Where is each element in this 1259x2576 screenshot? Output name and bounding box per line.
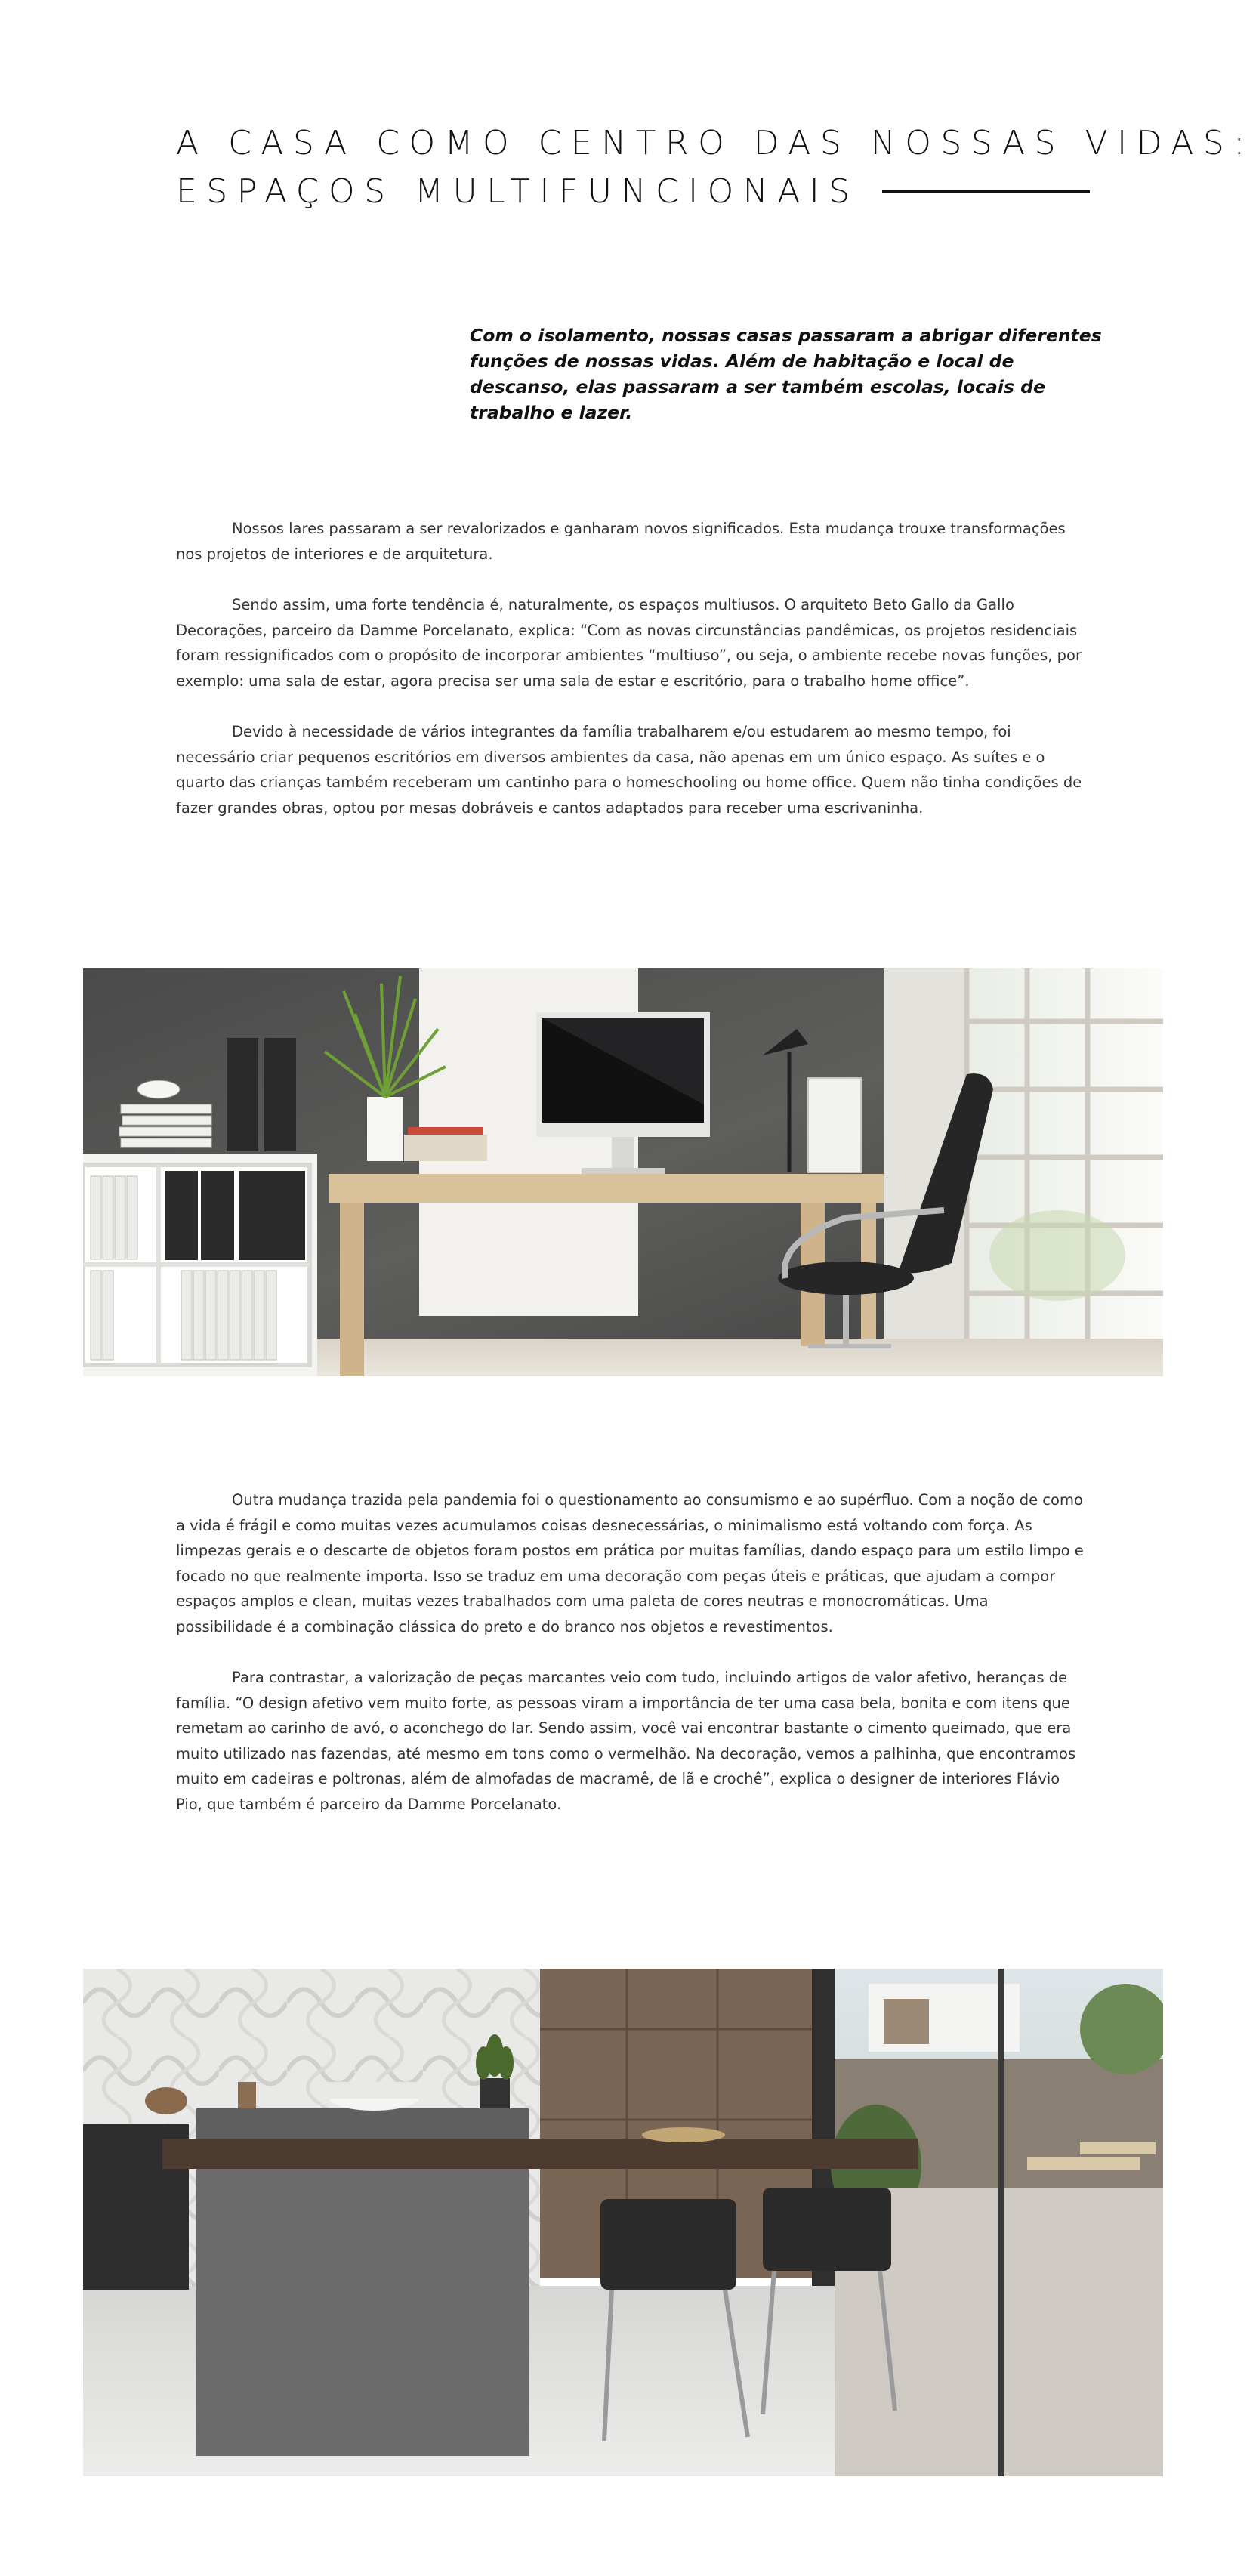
- body-section-1: [176, 516, 1086, 846]
- body-paragraph: Nossos lares passaram a ser revalorizados e ganharam novos significados. Esta mudança trouxe transformações nos projetos de interiores e de arquitetura.: [176, 520, 1066, 563]
- kitchen-illustration: [83, 1969, 1163, 2476]
- article-title-line-1: A CASA COMO CENTRO DAS NOSSAS VIDAS:: [176, 124, 1254, 162]
- article-title-line-2: ESPAÇOS MULTIFUNCIONAIS: [176, 172, 859, 211]
- body-paragraph: Para contrastar, a valorização de peças marcantes veio com tudo, incluindo artigos de valor afetivo, heranças de família. “O design afetivo vem muito forte, as pessoas viram a importância de ter uma casa bela, bonita e com itens que remetam ao carinho de avó, o aconchego do lar. Sendo assim, você vai encontrar bastante o cimento queimado, que era muito utilizado nas fazendas, até mesmo em tons como o vermelhão. Na decoração, vemos a palhinha, que encontramos muito em cadeiras e poltronas, além de almofadas de macramê, de lã e crochê”, explica o designer de interiores Flávio Pio, que também é parceiro da Damme Porcelanato.: [176, 1669, 1076, 1813]
- body-paragraph: Sendo assim, uma forte tendência é, naturalmente, os espaços multiusos. O arquiteto Beto Gallo da Gallo Decorações, parceiro da Damme Porcelanato, explica: “Com as novas circunstâncias pandêmicas, os projetos residenciais foram ressignificados com o propósito de incorporar ambientes “multiuso”, ou seja, o ambiente recebe novas funções, por exemplo: uma sala de estar, agora precisa ser uma sala de estar e escritório, para o trabalho home office”.: [176, 596, 1082, 690]
- home-office-illustration: [83, 968, 1163, 1376]
- body-paragraph: Devido à necessidade de vários integrantes da família trabalharem e/ou estudarem ao mesmo tempo, foi necessário criar pequenos escritórios em diversos ambientes da casa, não apenas em um único espaço. As suítes e o quarto das crianças também receberam um cantinho para o homeschooling ou home office. Quem não tinha condições de fazer grandes obras, optou por mesas dobráveis e cantos adaptados para receber uma escrivaninha.: [176, 723, 1082, 817]
- home-office-photo: [83, 968, 1163, 1376]
- article-lead: Com o isolamento, nossas casas passaram a abrigar diferentes funções de nossas vidas. Além de habitação e local de descanso, elas passaram a ser também escolas, locais de trabalho e lazer.: [470, 325, 1102, 423]
- body-paragraph: Outra mudança trazida pela pandemia foi o questionamento ao consumismo e ao supérfluo. Com a noção de como a vida é frágil e como muitas vezes acumulamos coisas desnecessárias, o minimalismo está voltando com força. As limpezas gerais e o descarte de objetos foram postos em prática por muitas famílias, dando espaço para um estilo limpo e focado no que realmente importa. Isso se traduz em uma decoração com peças úteis e práticas, que ajudam a compor espaços amplos e clean, muitas vezes trabalhados com uma paleta de cores neutras e monocromáticas. Uma possibilidade é a combinação clássica do preto e do branco nos objetos e revestimentos.: [176, 1491, 1084, 1635]
- article-title: [176, 119, 1254, 216]
- article-title-line-2-wrap: [176, 168, 1090, 216]
- kitchen-photo: [83, 1969, 1163, 2476]
- body-section-2: [176, 1487, 1086, 1842]
- title-divider-rule: [882, 190, 1090, 193]
